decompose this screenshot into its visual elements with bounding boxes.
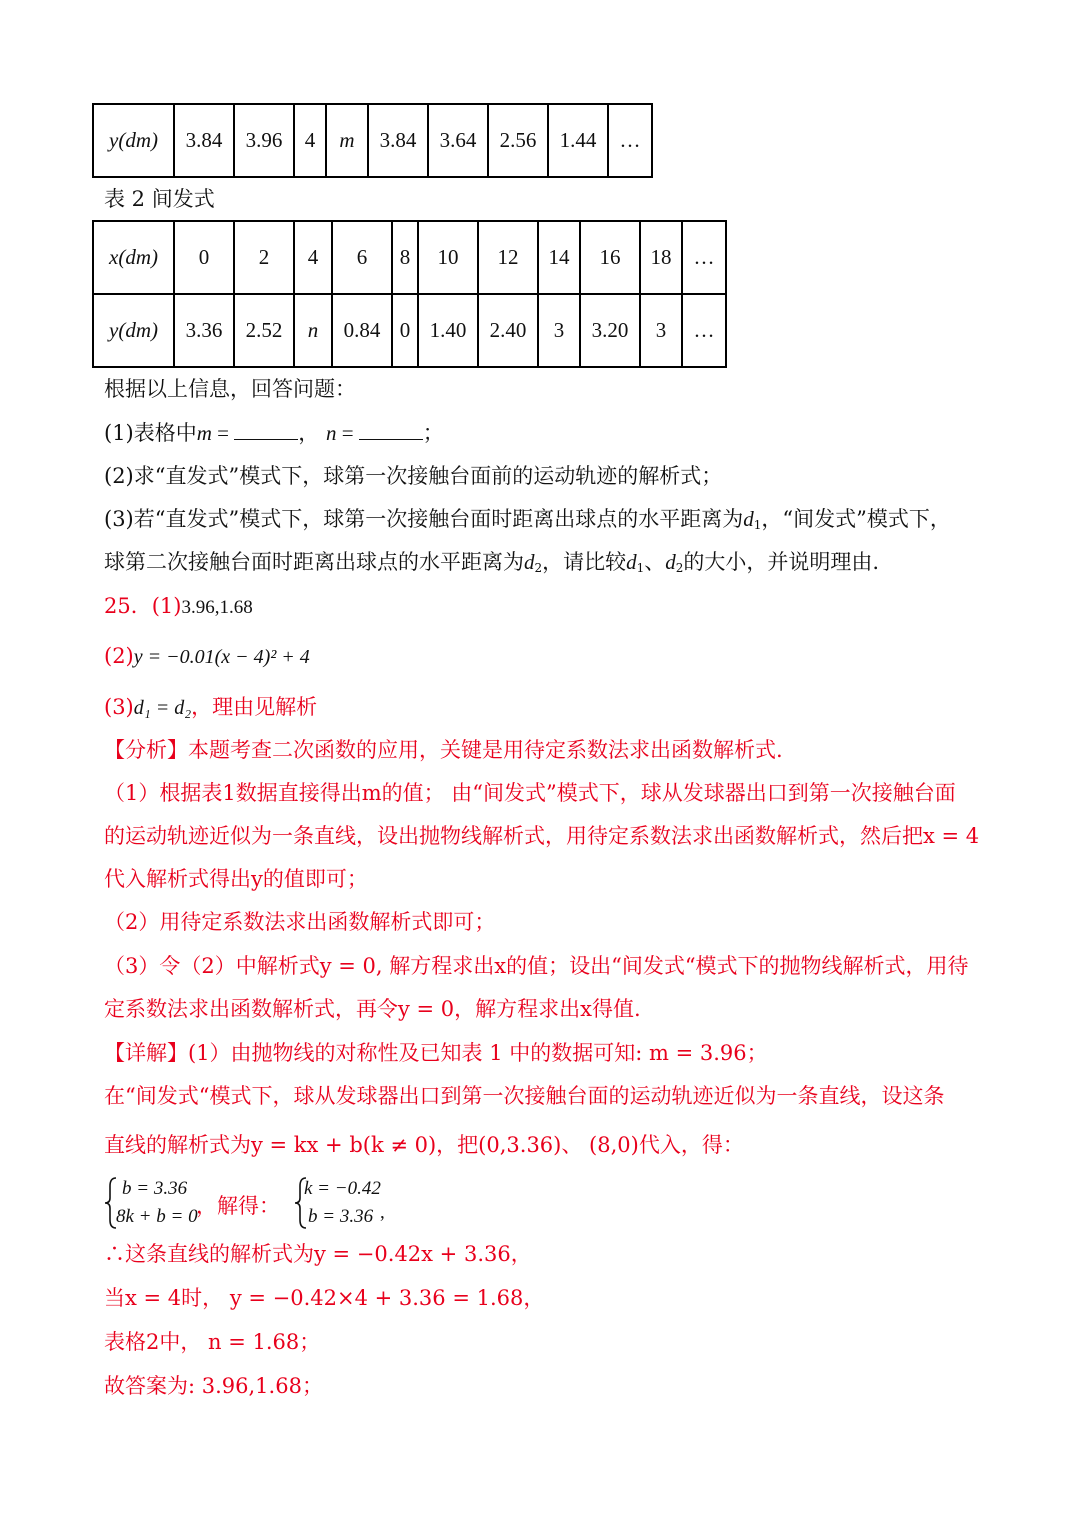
answer-1: 25．(1)3.96,1.68 (104, 594, 253, 618)
analysis-line-7: 定系数法求出函数解析式，再令y = 0，解方程求出x得值. (104, 997, 641, 1021)
system-1-row-2: 8k + b = 0 (116, 1206, 198, 1227)
table-cell: 8 (392, 221, 418, 294)
system-end: , (380, 1202, 385, 1223)
table-1-y-row (93, 104, 652, 177)
table-2-x-row (93, 221, 726, 294)
answer-3: (3)d₁ = d₂，理由见解析 (104, 695, 318, 719)
table-cell: … (682, 221, 726, 294)
table-cell: 0 (392, 294, 418, 367)
detail-line-7: 表格2中， n = 1.68； (104, 1330, 321, 1354)
table-cell: 1.40 (418, 294, 478, 367)
table-cell: m (326, 104, 368, 177)
table-cell: 3 (640, 294, 682, 367)
table-cell: 2 (234, 221, 294, 294)
detail-line-3: 直线的解析式为y = kx + b(k ≠ 0)，把(0,3.36)、 (8,0)代入，得： (104, 1133, 744, 1157)
analysis-line-4: 代入解析式得出y的值即可； (104, 867, 368, 891)
table-cell: 18 (640, 221, 682, 294)
table-cell: 4 (294, 221, 332, 294)
detail-line-6: 当x = 4时， y = −0.42×4 + 3.36 = 1.68， (104, 1286, 545, 1310)
table-cell: 3.84 (174, 104, 234, 177)
table-cell: … (608, 104, 652, 177)
table-cell: n (294, 294, 332, 367)
detail-line-8: 故答案为: 3.96,1.68； (104, 1374, 323, 1398)
table-cell: 3.84 (368, 104, 428, 177)
table-cell: 16 (580, 221, 640, 294)
table-cell-label: y(dm) (93, 294, 174, 367)
question-3-line-2: 球第二次接触台面时距离出球点的水平距离为$d_2$，请比较$d_1$、$d_2$的大小，并说明理由. (104, 550, 880, 575)
question-intro: 根据以上信息，回答问题： (104, 377, 356, 401)
table-cell: 1.44 (548, 104, 608, 177)
analysis-line-5: （2）用待定系数法求出函数解析式即可； (104, 910, 496, 934)
table-cell: … (682, 294, 726, 367)
table-cell-label: x(dm) (93, 221, 174, 294)
analysis-line-1: 【分析】本题考查二次函数的应用，关键是用待定系数法求出函数解析式. (104, 738, 783, 762)
analysis-line-2: （1）根据表1数据直接得出m的值； 由“间发式”模式下，球从发球器出口到第一次接触台面 (104, 781, 956, 805)
table-cell: 3.20 (580, 294, 640, 367)
table-2-y-row (93, 294, 726, 367)
table-cell: 2.40 (478, 294, 538, 367)
analysis-line-3: 的运动轨迹近似为一条直线，设出抛物线解析式，用待定系数法求出函数解析式，然后把x = 4 (104, 824, 980, 848)
solve-label: ，解得： (196, 1194, 280, 1218)
question-3-line-1: (3)若“直发式”模式下，球第一次接触台面时距离出球点的水平距离为$d_1$，“间发式”模式下， (104, 507, 951, 532)
table-cell: 10 (418, 221, 478, 294)
question-1: (1)表格中m = ， n = ； (104, 421, 444, 445)
equation-systems (104, 1174, 524, 1234)
table-cell: 4 (294, 104, 326, 177)
analysis-line-6: （3）令（2）中解析式y = 0, 解方程求出x的值；设出“间发式“模式下的抛物线解析式，用待 (104, 954, 969, 978)
table-cell-label: y(dm) (93, 104, 174, 177)
table-cell: 2.56 (488, 104, 548, 177)
table-cell: 3.64 (428, 104, 488, 177)
table-cell: 0.84 (332, 294, 392, 367)
system-1-row-1: b = 3.36 (122, 1178, 188, 1199)
system-2-row-2: b = 3.36 (308, 1206, 374, 1227)
detail-line-2: 在“间发式“模式下，球从发球器出口到第一次接触台面的运动轨迹近似为一条直线，设这条 (104, 1084, 945, 1108)
detail-line-1: 【详解】(1）由抛物线的对称性及已知表 1 中的数据可知: m = 3.96； (104, 1041, 768, 1065)
answer-blank-m[interactable] (234, 423, 298, 440)
table-cell: 2.52 (234, 294, 294, 367)
question-2: (2)求“直发式”模式下，球第一次接触台面前的运动轨迹的解析式； (104, 464, 723, 488)
table-2 (92, 220, 727, 368)
table-1 (92, 103, 653, 178)
table-2-caption: 表 2 间发式 (104, 187, 215, 211)
answer-blank-n[interactable] (359, 423, 423, 440)
table-cell: 6 (332, 221, 392, 294)
detail-line-5: ∴这条直线的解析式为y = −0.42x + 3.36， (104, 1242, 532, 1266)
table-cell: 3.96 (234, 104, 294, 177)
table-cell: 14 (538, 221, 580, 294)
table-cell: 0 (174, 221, 234, 294)
table-cell: 12 (478, 221, 538, 294)
answer-2: (2)y = −0.01(x − 4)² + 4 (104, 644, 310, 668)
table-cell: 3.36 (174, 294, 234, 367)
table-cell: 3 (538, 294, 580, 367)
system-2-row-1: k = −0.42 (304, 1178, 381, 1199)
